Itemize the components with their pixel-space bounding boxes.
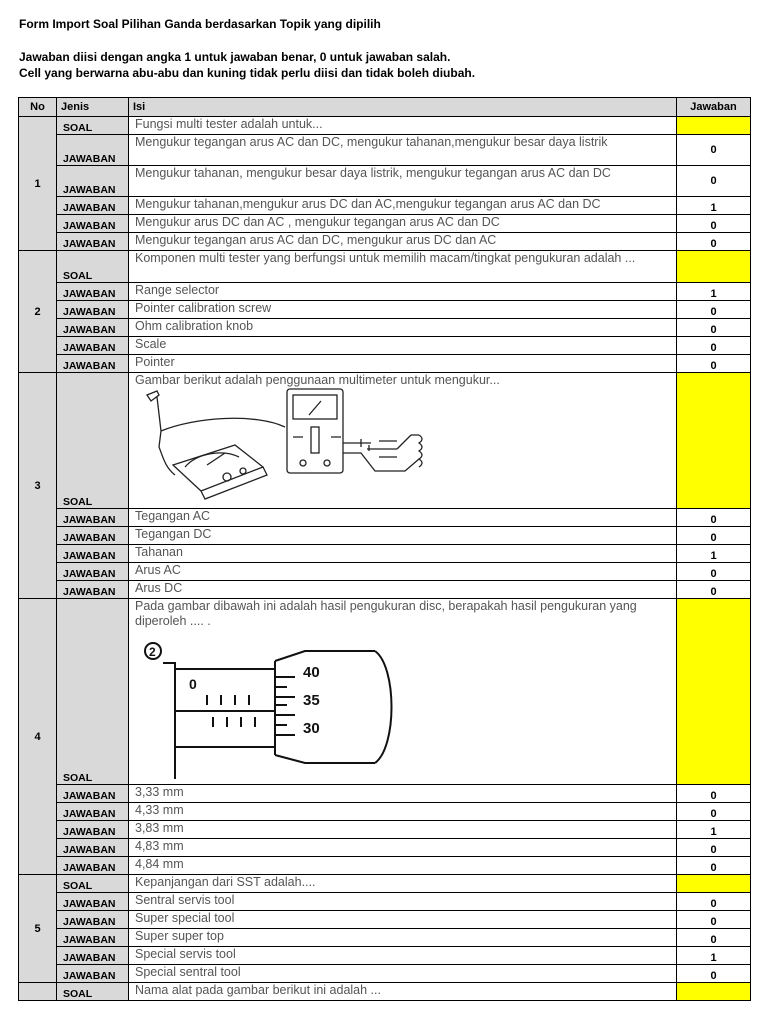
answer-row xyxy=(19,166,751,197)
jenis-soal: SOAL xyxy=(57,983,129,1001)
answer-text[interactable]: Pointer calibration screw xyxy=(129,301,677,319)
answer-value[interactable]: 0 xyxy=(677,911,751,929)
answer-row xyxy=(19,301,751,319)
answer-text[interactable]: Scale xyxy=(129,337,677,355)
soal-row xyxy=(19,983,751,1001)
jenis-jawaban: JAWABAN xyxy=(57,337,129,355)
soal-text[interactable]: Fungsi multi tester adalah untuk... xyxy=(129,117,677,135)
jenis-jawaban: JAWABAN xyxy=(57,965,129,983)
answer-value[interactable]: 0 xyxy=(677,965,751,983)
jenis-jawaban: JAWABAN xyxy=(57,947,129,965)
answer-text[interactable]: 3,33 mm xyxy=(129,785,677,803)
answer-value[interactable]: 0 xyxy=(677,527,751,545)
soal-text[interactable]: Nama alat pada gambar berikut ini adalah ... xyxy=(129,983,677,1001)
answer-text[interactable]: Super super top xyxy=(129,929,677,947)
question-number xyxy=(19,983,57,1001)
header-row xyxy=(19,98,751,117)
answer-value[interactable]: 0 xyxy=(677,563,751,581)
answer-value[interactable]: 0 xyxy=(677,581,751,599)
soal-text[interactable]: Pada gambar dibawah ini adalah hasil pengukuran disc, berapakah hasil pengukuran yang diperoleh .... . xyxy=(135,599,637,628)
answer-value[interactable]: 0 xyxy=(677,337,751,355)
answer-row xyxy=(19,929,751,947)
col-header-no: No xyxy=(19,98,57,117)
jenis-soal: SOAL xyxy=(57,599,129,785)
jenis-jawaban: JAWABAN xyxy=(57,527,129,545)
jenis-jawaban: JAWABAN xyxy=(57,803,129,821)
answer-value[interactable]: 0 xyxy=(677,785,751,803)
answer-value[interactable]: 0 xyxy=(677,509,751,527)
question-number: 5 xyxy=(19,875,57,983)
question-number: 3 xyxy=(19,373,57,599)
answer-text[interactable]: Super special tool xyxy=(129,911,677,929)
figure-zero: 0 xyxy=(189,676,197,692)
micrometer-figure xyxy=(135,637,405,783)
answer-text[interactable]: Tegangan DC xyxy=(129,527,677,545)
answer-text[interactable]: Mengukur tahanan, mengukur besar daya listrik, mengukur tegangan arus AC dan DC xyxy=(129,166,677,197)
jenis-jawaban: JAWABAN xyxy=(57,785,129,803)
answer-text[interactable]: Pointer xyxy=(129,355,677,373)
answer-row xyxy=(19,839,751,857)
figure-tick-30: 30 xyxy=(303,720,320,737)
jenis-jawaban: JAWABAN xyxy=(57,929,129,947)
jenis-jawaban: JAWABAN xyxy=(57,215,129,233)
form-title: Form Import Soal Pilihan Ganda berdasarkan Topik yang dipilih xyxy=(19,17,381,31)
answer-row xyxy=(19,911,751,929)
soal-answer-cell xyxy=(677,875,751,893)
answer-value[interactable]: 1 xyxy=(677,947,751,965)
answer-row xyxy=(19,947,751,965)
answer-text[interactable]: Mengukur tegangan arus AC dan DC, mengukur arus DC dan AC xyxy=(129,233,677,251)
jenis-jawaban: JAWABAN xyxy=(57,301,129,319)
jenis-jawaban: JAWABAN xyxy=(57,893,129,911)
figure-tick-40: 40 xyxy=(303,664,320,681)
answer-value[interactable]: 1 xyxy=(677,821,751,839)
soal-row xyxy=(19,599,751,785)
answer-row xyxy=(19,283,751,301)
soal-text[interactable]: Gambar berikut adalah penggunaan multimeter untuk mengukur... xyxy=(135,373,500,387)
instruction-line-2: Cell yang berwarna abu-abu dan kuning tidak perlu diisi dan tidak boleh diubah. xyxy=(19,66,476,80)
answer-text[interactable]: Range selector xyxy=(129,283,677,301)
answer-row xyxy=(19,527,751,545)
answer-row xyxy=(19,509,751,527)
answer-row xyxy=(19,821,751,839)
col-header-isi: Isi xyxy=(129,98,677,117)
answer-value[interactable]: 0 xyxy=(677,839,751,857)
soal-answer-cell xyxy=(677,251,751,283)
answer-text[interactable]: Mengukur tahanan,mengukur arus DC dan AC,mengukur tegangan arus AC dan DC xyxy=(129,197,677,215)
answer-text[interactable]: 4,83 mm xyxy=(129,839,677,857)
soal-answer-cell xyxy=(677,599,751,785)
multimeter-figure xyxy=(135,387,455,507)
soal-answer-cell xyxy=(677,373,751,509)
jenis-jawaban: JAWABAN xyxy=(57,135,129,166)
answer-text[interactable]: 3,83 mm xyxy=(129,821,677,839)
answer-text[interactable]: Special servis tool xyxy=(129,947,677,965)
answer-value[interactable]: 0 xyxy=(677,135,751,166)
jenis-jawaban: JAWABAN xyxy=(57,821,129,839)
figure-marker: 2 xyxy=(149,645,156,659)
answer-text[interactable]: 4,33 mm xyxy=(129,803,677,821)
question-table xyxy=(18,97,751,1001)
jenis-jawaban: JAWABAN xyxy=(57,563,129,581)
soal-text[interactable]: Komponen multi tester yang berfungsi untuk memilih macam/tingkat pengukuran adalah ... xyxy=(129,251,677,283)
answer-row xyxy=(19,785,751,803)
answer-row xyxy=(19,563,751,581)
question-number: 4 xyxy=(19,599,57,875)
answer-row xyxy=(19,857,751,875)
answer-row xyxy=(19,337,751,355)
answer-row xyxy=(19,215,751,233)
answer-value[interactable]: 0 xyxy=(677,803,751,821)
answer-text[interactable]: Sentral servis tool xyxy=(129,893,677,911)
jenis-soal: SOAL xyxy=(57,373,129,509)
answer-value[interactable]: 1 xyxy=(677,283,751,301)
soal-row xyxy=(19,875,751,893)
jenis-jawaban: JAWABAN xyxy=(57,197,129,215)
answer-value[interactable]: 0 xyxy=(677,166,751,197)
answer-text[interactable]: Mengukur arus DC dan AC , mengukur tegangan arus AC dan DC xyxy=(129,215,677,233)
answer-text[interactable]: Special sentral tool xyxy=(129,965,677,983)
answer-row xyxy=(19,581,751,599)
jenis-jawaban: JAWABAN xyxy=(57,857,129,875)
jenis-jawaban: JAWABAN xyxy=(57,911,129,929)
answer-value[interactable]: 0 xyxy=(677,319,751,337)
answer-text[interactable]: Mengukur tegangan arus AC dan DC, mengukur tahanan,mengukur besar daya listrik xyxy=(129,135,677,166)
soal-row xyxy=(19,251,751,283)
answer-row xyxy=(19,893,751,911)
answer-row xyxy=(19,233,751,251)
jenis-jawaban: JAWABAN xyxy=(57,355,129,373)
answer-value[interactable]: 0 xyxy=(677,301,751,319)
answer-value[interactable]: 0 xyxy=(677,929,751,947)
answer-text[interactable]: Ohm calibration knob xyxy=(129,319,677,337)
answer-value[interactable]: 0 xyxy=(677,355,751,373)
answer-row xyxy=(19,135,751,166)
jenis-soal: SOAL xyxy=(57,251,129,283)
figure-tick-35: 35 xyxy=(303,692,320,709)
jenis-jawaban: JAWABAN xyxy=(57,319,129,337)
col-header-jenis: Jenis xyxy=(57,98,129,117)
answer-value[interactable]: 0 xyxy=(677,857,751,875)
soal-answer-cell xyxy=(677,983,751,1001)
jenis-soal: SOAL xyxy=(57,117,129,135)
answer-row xyxy=(19,803,751,821)
soal-cell-with-figure xyxy=(129,373,677,509)
jenis-jawaban: JAWABAN xyxy=(57,233,129,251)
answer-value[interactable]: 1 xyxy=(677,545,751,563)
jenis-jawaban: JAWABAN xyxy=(57,581,129,599)
soal-row xyxy=(19,373,751,509)
jenis-jawaban: JAWABAN xyxy=(57,166,129,197)
question-number: 1 xyxy=(19,117,57,251)
answer-row xyxy=(19,545,751,563)
answer-text[interactable]: Arus DC xyxy=(129,581,677,599)
answer-value[interactable]: 0 xyxy=(677,215,751,233)
answer-text[interactable]: 4,84 mm xyxy=(129,857,677,875)
answer-row xyxy=(19,355,751,373)
answer-text[interactable]: Tahanan xyxy=(129,545,677,563)
soal-answer-cell xyxy=(677,117,751,135)
jenis-soal: SOAL xyxy=(57,875,129,893)
answer-text[interactable]: Arus AC xyxy=(129,563,677,581)
soal-cell-with-figure xyxy=(129,599,677,785)
answer-row xyxy=(19,319,751,337)
jenis-jawaban: JAWABAN xyxy=(57,509,129,527)
col-header-jawaban: Jawaban xyxy=(677,98,751,117)
answer-value[interactable]: 1 xyxy=(677,197,751,215)
answer-row xyxy=(19,965,751,983)
jenis-jawaban: JAWABAN xyxy=(57,283,129,301)
answer-value[interactable]: 0 xyxy=(677,233,751,251)
answer-text[interactable]: Tegangan AC xyxy=(129,509,677,527)
answer-row xyxy=(19,197,751,215)
instruction-line-1: Jawaban diisi dengan angka 1 untuk jawaban benar, 0 untuk jawaban salah. xyxy=(19,50,451,64)
jenis-jawaban: JAWABAN xyxy=(57,545,129,563)
jenis-jawaban: JAWABAN xyxy=(57,839,129,857)
question-number: 2 xyxy=(19,251,57,373)
soal-text[interactable]: Kepanjangan dari SST adalah.... xyxy=(129,875,677,893)
answer-value[interactable]: 0 xyxy=(677,893,751,911)
soal-row xyxy=(19,117,751,135)
